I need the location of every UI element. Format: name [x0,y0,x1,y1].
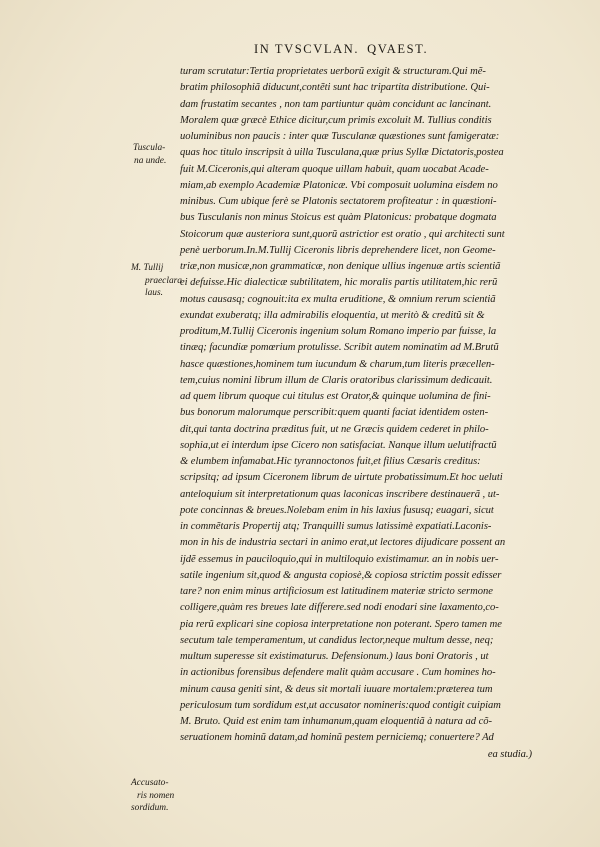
text-line: in actionibus forensibus defendere malit quàm accusare . Cum homines ho- [180,667,496,679]
text-line: bus bonorum malorumque perscribit:quem quanti faciat identidem osten- [180,407,489,419]
text-line: Moralem quæ græcè Ethice dicitur,cum primis excoluit M. Tullius conditis [180,114,492,126]
text-line: ei defuisse.Hic dialecticæ subtilitatem, hic moralis partis utilitatem,hic rerũ [180,277,498,289]
text-line: pia rerũ explicari sine copiosa interpretatione non poterant. Spero tamen me [180,618,502,630]
text-line: mon in his de industria sectari in animo erat,ut lectores dijudicare possent an [180,537,506,549]
text-line: ad quem librum quoque cui titulus est Orator,& quinque uolumina de fini- [180,391,491,402]
text-line: bus Tusculanis non minus Stoicus est quàm Platonicus: probatque dogmata [180,212,497,224]
text-line: dit,qui tanta doctrina præditus fuit, ut ne Græcis quidem cederet in philo- [180,423,489,435]
text-line: bratim philosophiã diducunt,contẽti sunt hac tripartita distributione. Qui- [180,82,490,94]
text-line: multum superesse sit existimaturus. Defensionum.) laus boni Oratoris , ut [180,651,489,662]
margin-note-line: sordidum. [131,803,169,813]
text-line: motus causasq; cognouit:ita ex multa eruditione, & omnium rerum scientiã [180,293,496,305]
text-line: penè uerborum.In.M.Tullij Ciceronis libris deprehendere licet, non Geome- [180,244,496,256]
text-line: sophia,ut ei interdum ipse Cicero non satisfaciat. Nanque illum uelutifractũ [180,439,497,451]
text-line: minum causa geniti sint, & deus sit mortali iuuare mortalem:præterea tum [180,683,493,695]
text-line: scripsitq; ad ipsum Ciceronem librum de uirtute probatissimum.Et hoc ueluti [180,472,503,484]
margin-note-line: Tuscula- [133,143,166,153]
text-line: & elumbem infamabat.Hic tyrannoctonos fuit,et filius Cæsaris creditus: [180,456,481,467]
margin-note-line: praeclara [145,275,182,286]
text-line: satile ingenium sit,quod & angusta copiosè,& copiosa strictim possit edisser [180,569,502,581]
commentary-text-block [180,64,532,763]
text-line: in commẽtaris Propertij atq; Tranquilli sumus latissimè expatiati.Laconis- [180,521,492,532]
text-line: exundat exuberatq; illa admirabilis eloquentia, ut meritò & creditũ sit & [180,309,485,321]
text-line: ijdẽ essemus in pauciloquio,qui in multiloquio existimamur. an in nobis uer- [180,553,499,565]
text-line-catchword: ea studia.) [487,748,532,760]
margin-note-line: laus. [145,288,163,298]
margin-note-accusator [131,777,174,815]
text-line: secutum tale temperamentum, ut candidus lector,neque multum desse, neq; [180,634,494,646]
text-line: tem,cuius nomini librum illum de Claris oratoribus clarissimum dedicauit. [180,374,493,386]
text-line: triæ,non musicæ,non grammaticæ, non denique ullius ingenuæ artis scientiã [180,261,501,272]
text-line: tare? non enim minus artificiosum est latitudinem materiæ stricto sermone [180,586,493,597]
text-line: hasce quæstiones,hominem tum iucundum & charum,tum literis præcellen- [180,358,495,370]
text-line: minibus. Cum ubique ferè se Platonis sectatorem profiteatur : in quæstioni- [180,196,497,207]
margin-note-tusculana [133,142,166,167]
text-line: Stoicorum quæ austeriora sunt,quorũ astrictior est oratio , qui architecti sunt [180,228,505,240]
margin-note-line: Accusato- [131,778,169,788]
text-line: proditum,M.Tullij Ciceronis ingenium solum Romano imperio par fuisse, la [180,326,497,337]
margin-note-line: na unde. [134,155,167,166]
running-head [254,42,554,57]
text-line: anteloquium sit interpretationum quas laconicas inscribere destinauerã , ut- [180,488,500,500]
text-line: M. Bruto. Quid est enim tam inhumanum,quam eloquentiã à natura ad cõ- [180,716,492,727]
text-line: quas hoc titulo inscripsit à uilla Tusculana,quæ prius Syllæ Dictatoris,postea [180,147,504,159]
text-line: pote concinnas & breues.Nolebam enim in his laxius fususq; euagari, sicut [180,504,494,516]
text-line: dam frustatim secantes , non tam partiuntur quàm concidunt ac lancinant. [180,98,492,110]
text-line: periculosum tum sordidum est,ut accusator nomineris:quod contigit cuipiam [180,699,501,711]
running-head-left: IN TVSCVLAN. [254,42,360,56]
margin-note-line: M. Tullij [131,263,164,273]
text-line: colligere,quàm res breues late differere.sed nodi enodari sine laxamento,co- [180,602,499,614]
text-line: tinæq; facundiæ pomœrium protulisse. Scribit autem nominatim ad M.Brutũ [180,342,499,354]
running-head-right: QVAEST. [367,42,429,56]
margin-note-tullius [131,262,182,300]
margin-note-line: ris nomen [137,790,175,801]
text-line: uoluminibus non paucis : inter quæ Tusculanæ quæstiones sunt famigeratæ: [180,131,500,142]
text-line: seruationem hominũ datam,ad hominũ pestem perniciemq; conuertere? Ad [180,732,494,744]
text-line: fuit M.Ciceronis,qui alteram quoque uillam habuit, quam uocabat Acade- [180,163,489,175]
text-line: turam scrutatur:Tertia proprietates uerborũ exigit & structuram.Qui mẽ- [180,66,486,77]
text-line: miam,ab exemplo Academiæ Platonicæ. Vbi composuit uolumina eisdem no [180,179,498,191]
